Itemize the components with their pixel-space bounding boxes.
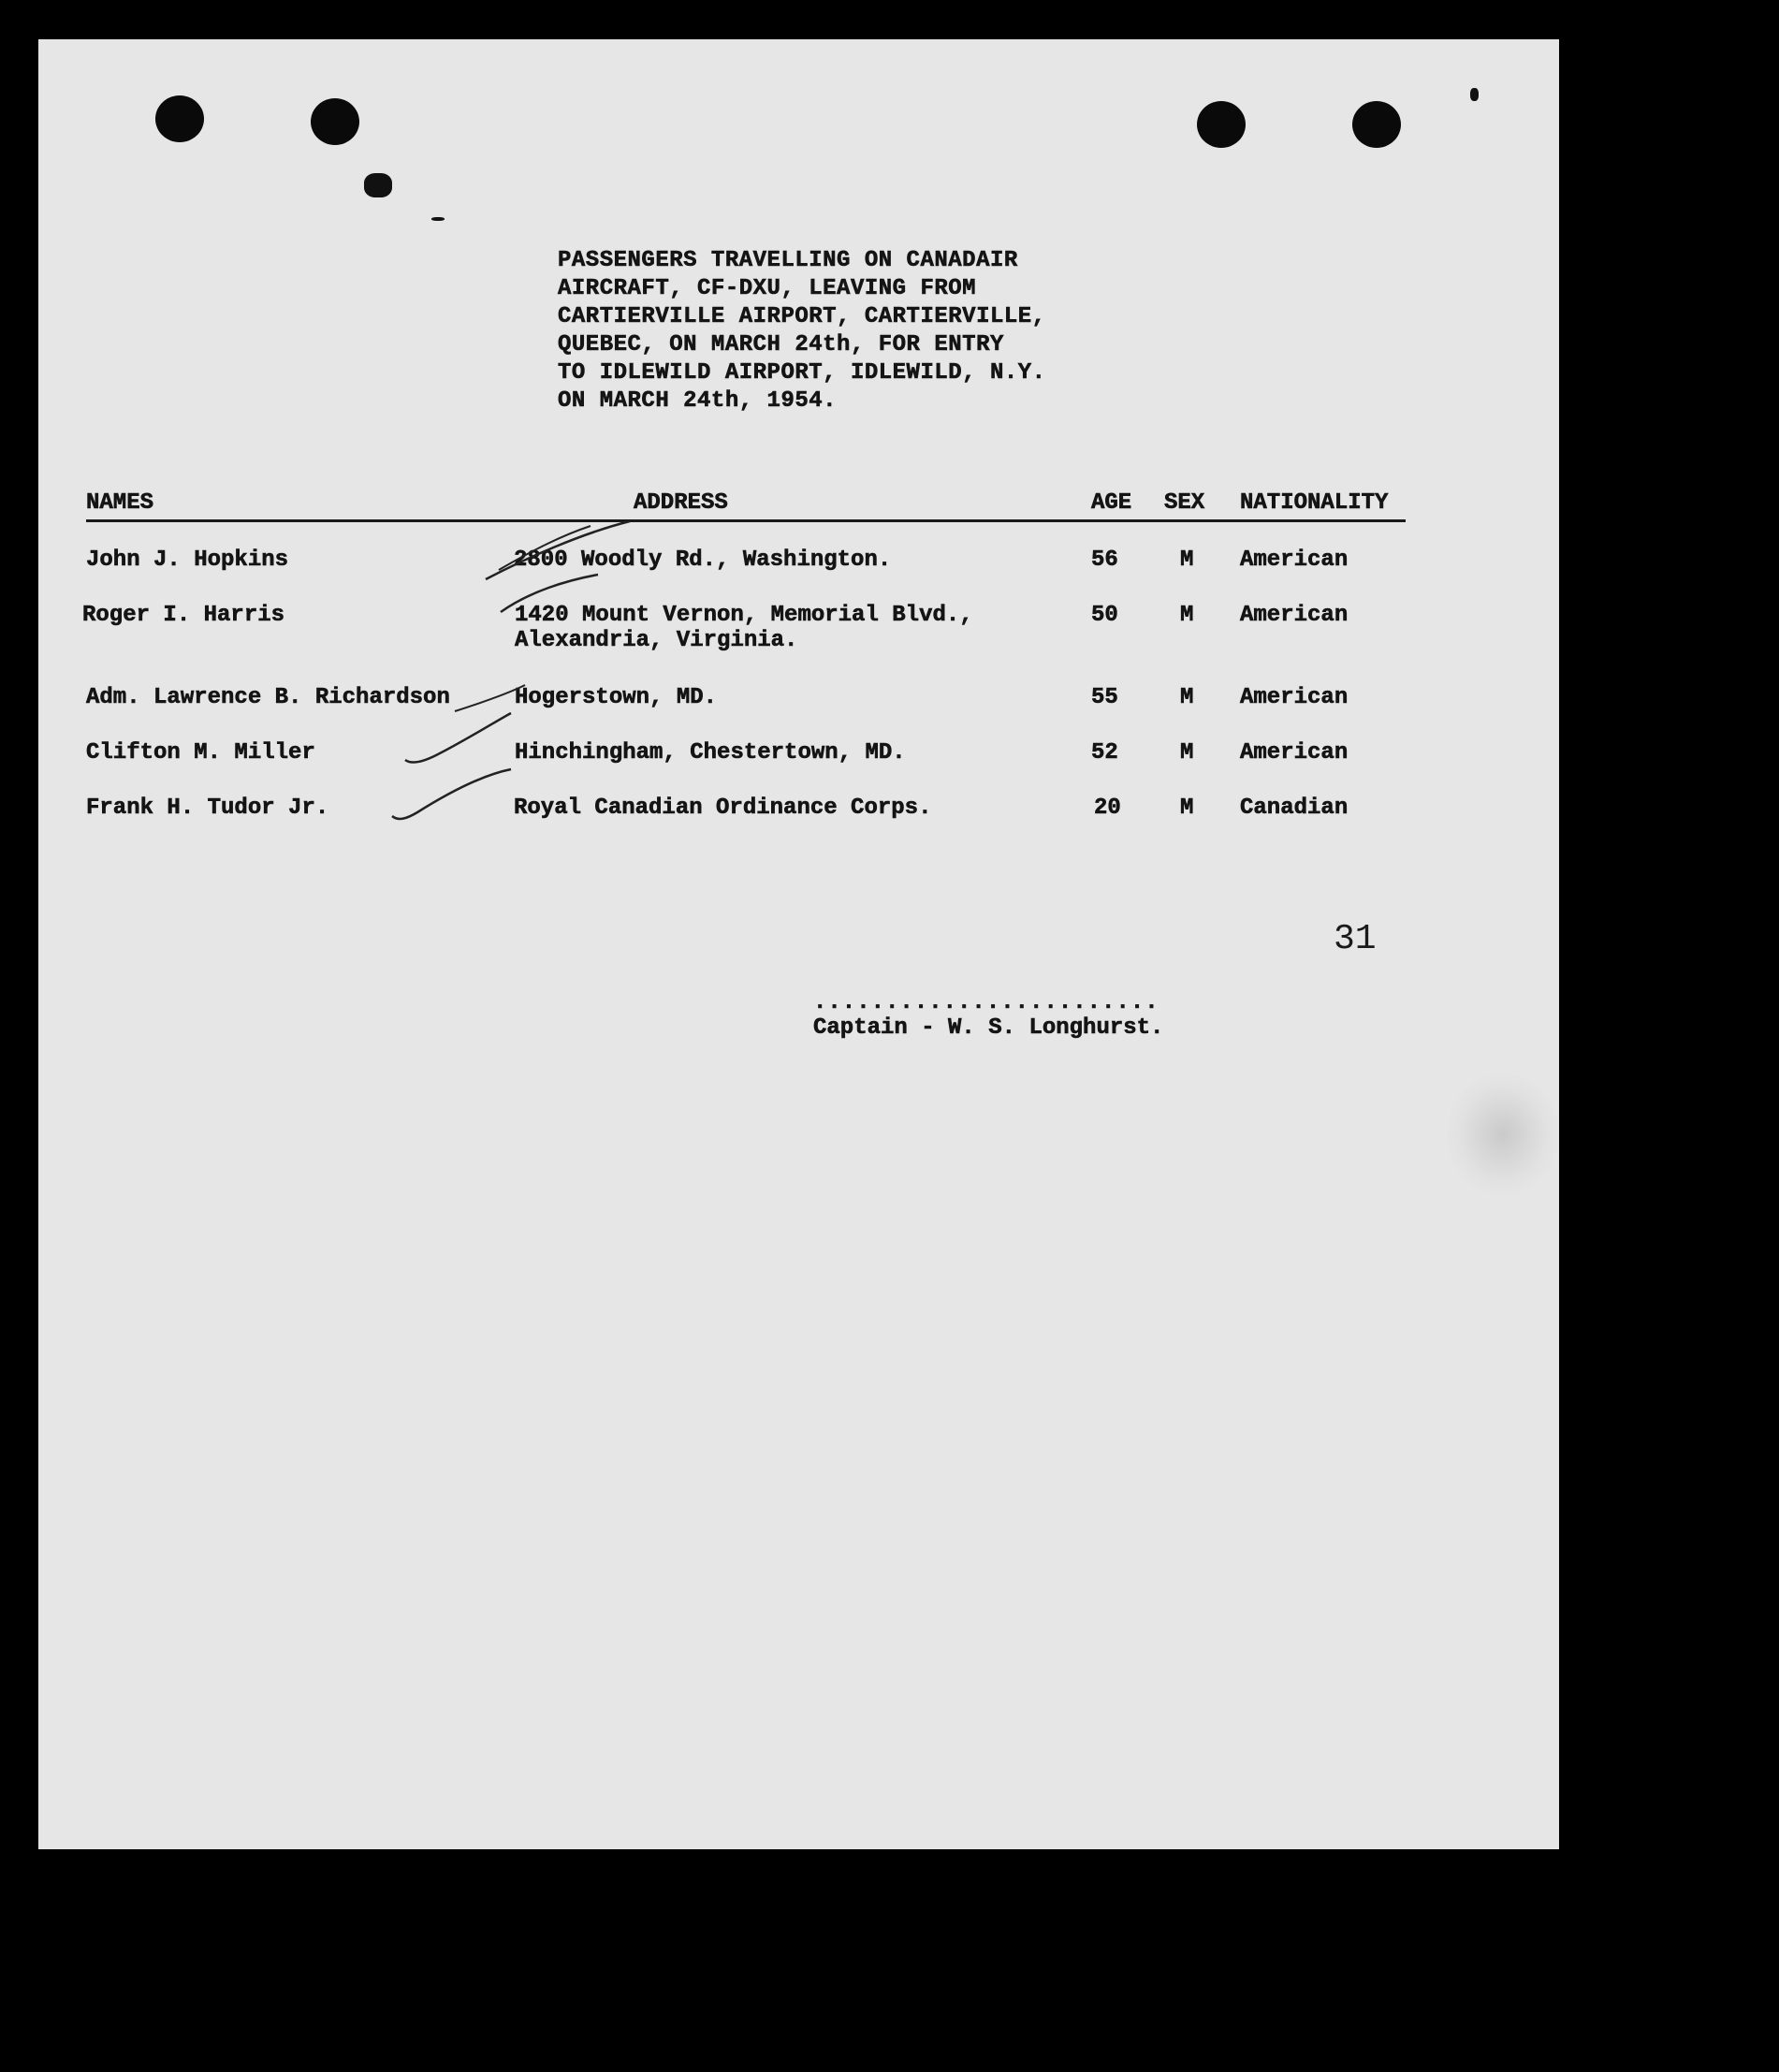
- passenger-address-line2: Alexandria, Virginia.: [515, 628, 798, 653]
- passenger-name: Adm. Lawrence B. Richardson: [86, 685, 450, 710]
- smudge: [1447, 1073, 1559, 1195]
- passenger-nationality: American: [1240, 547, 1349, 573]
- passenger-age: 50: [1091, 603, 1118, 628]
- passenger-sex: M: [1180, 547, 1194, 573]
- check-mark: [499, 526, 591, 570]
- heading-line: PASSENGERS TRAVELLING ON CANADAIR: [558, 248, 1018, 273]
- heading-line: AIRCRAFT, CF-DXU, LEAVING FROM: [558, 276, 977, 301]
- passenger-address: Hinchingham, Chestertown, MD.: [515, 740, 906, 766]
- passenger-age: 56: [1091, 547, 1118, 573]
- passenger-address: 1420 Mount Vernon, Memorial Blvd.,: [515, 603, 973, 628]
- passenger-address: 2800 Woodly Rd., Washington.: [514, 547, 892, 573]
- heading-line: CARTIERVILLE AIRPORT, CARTIERVILLE,: [558, 304, 1046, 329]
- passenger-address: Royal Canadian Ordinance Corps.: [514, 795, 932, 821]
- signature-name: Captain - W. S. Longhurst.: [813, 1015, 1164, 1041]
- paper-sheet: [38, 39, 1559, 1849]
- passenger-age: 52: [1091, 740, 1118, 766]
- header-names: NAMES: [86, 490, 154, 516]
- header-address: ADDRESS: [634, 490, 728, 516]
- passenger-nationality: American: [1240, 740, 1349, 766]
- header-nationality: NATIONALITY: [1240, 490, 1389, 516]
- passenger-sex: M: [1180, 603, 1194, 628]
- passenger-sex: M: [1180, 795, 1194, 821]
- passenger-age: 55: [1091, 685, 1118, 710]
- check-mark: [405, 713, 511, 763]
- header-age: AGE: [1091, 490, 1132, 516]
- handwritten-check-marks: [38, 39, 1559, 1849]
- check-mark: [501, 575, 598, 612]
- passenger-name: Roger I. Harris: [82, 603, 285, 628]
- passenger-sex: M: [1180, 685, 1194, 710]
- passenger-nationality: American: [1240, 603, 1349, 628]
- check-mark: [392, 769, 511, 819]
- signature-line: ........................: [813, 990, 1159, 1015]
- passenger-nationality: Canadian: [1240, 795, 1349, 821]
- passenger-sex: M: [1180, 740, 1194, 766]
- check-mark: [455, 685, 525, 711]
- passenger-name: Frank H. Tudor Jr.: [86, 795, 329, 821]
- header-sex: SEX: [1164, 490, 1205, 516]
- heading-line: TO IDLEWILD AIRPORT, IDLEWILD, N.Y.: [558, 360, 1046, 386]
- passenger-nationality: American: [1240, 685, 1349, 710]
- check-mark: [486, 521, 630, 579]
- passenger-address: Hogerstown, MD.: [515, 685, 718, 710]
- heading-line: QUEBEC, ON MARCH 24th, FOR ENTRY: [558, 332, 1004, 357]
- heading-line: ON MARCH 24th, 1954.: [558, 388, 838, 414]
- passenger-name: Clifton M. Miller: [86, 740, 315, 766]
- passenger-age: 20: [1094, 795, 1121, 821]
- passenger-name: John J. Hopkins: [86, 547, 289, 573]
- page-number: 31: [1334, 919, 1377, 959]
